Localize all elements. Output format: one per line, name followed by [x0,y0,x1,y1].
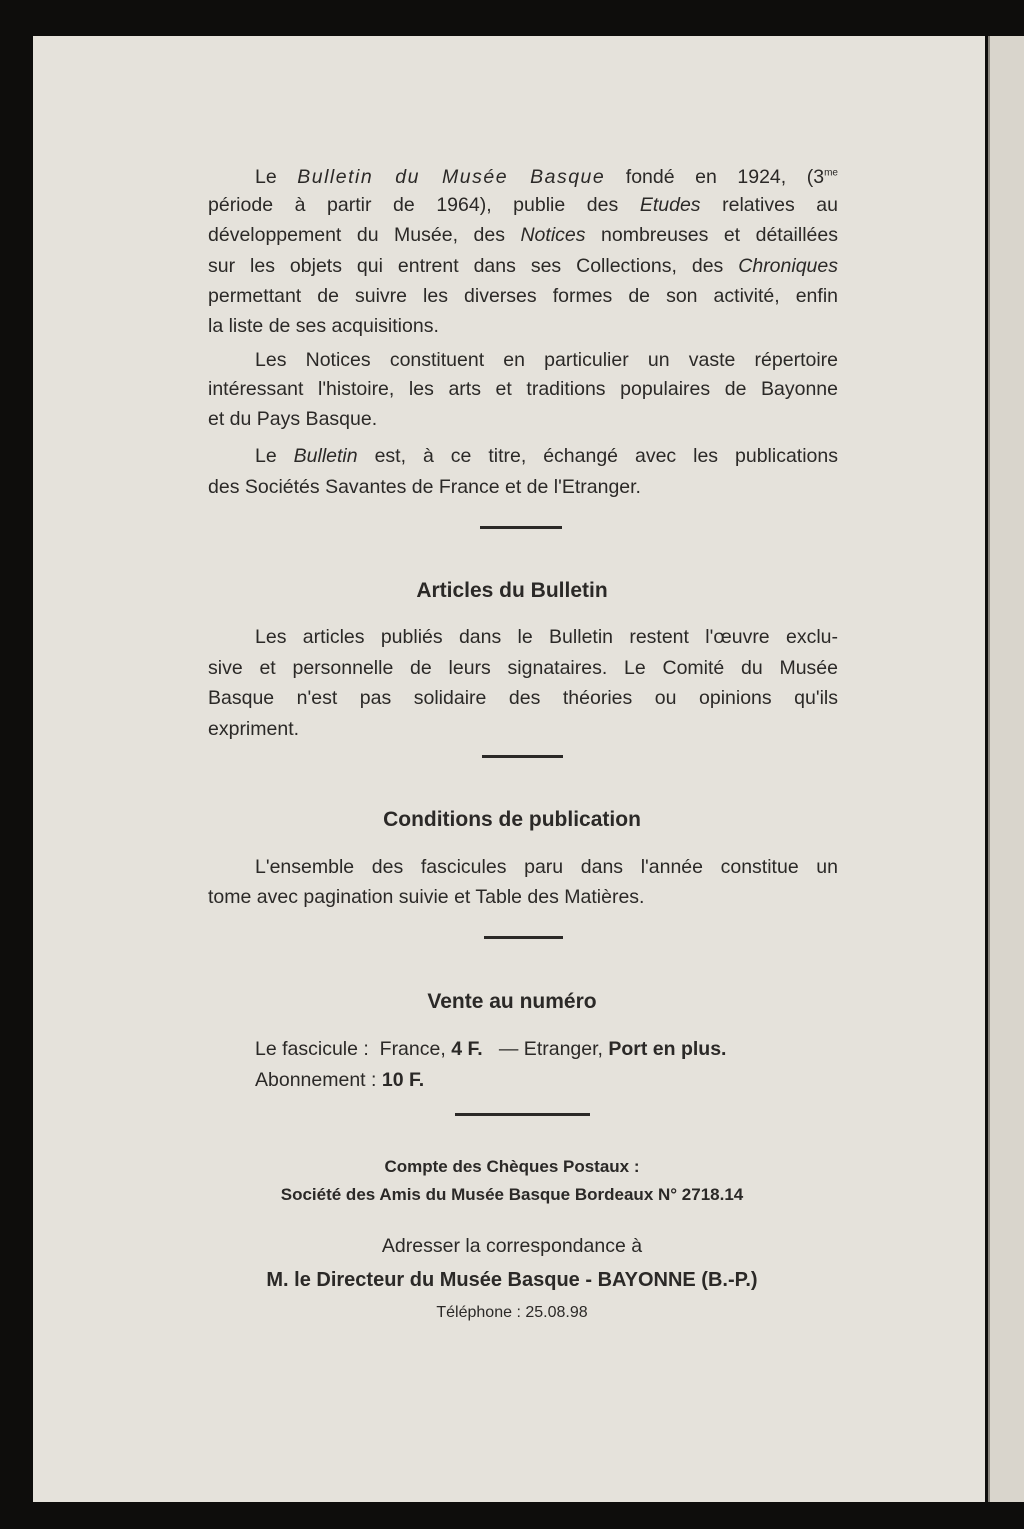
vente-heading: Vente au numéro [427,990,597,1013]
intro-line: intéressant l'histoire, les arts et traditions populaires de Bayonne [208,378,838,400]
divider [480,526,562,529]
articles-line: Basque n'est pas solidaire des théories ou opinions qu'ils [208,687,838,709]
intro-line: période à partir de 1964), publie des Etudes relatives au [208,194,838,216]
directeur-address: M. le Directeur du Musée Basque - BAYONNE (B.-P.) [266,1269,758,1291]
intro-line: des Sociétés Savantes de France et de l'Etranger. [208,476,641,498]
conditions-heading: Conditions de publication [383,808,641,831]
intro-line: la liste de ses acquisitions. [208,315,439,337]
intro-line: Le Bulletin est, à ce titre, échangé avec les publications [255,445,839,467]
adresser-label: Adresser la correspondance à [381,1235,643,1257]
intro-line: et du Pays Basque. [208,408,378,430]
abonnement-line: Abonnement : 10 F. [255,1069,425,1091]
articles-line: expriment. [208,718,300,740]
articles-line: Les articles publiés dans le Bulletin restent l'œuvre exclu- [255,626,838,648]
intro-line: développement du Musée, des Notices nombreuses et détaillées [208,224,838,246]
intro-line: Les Notices constituent en particulier un vaste répertoire [255,349,838,371]
divider [482,755,563,758]
divider [455,1113,590,1116]
conditions-line: L'ensemble des fascicules paru dans l'année constitue un [255,856,838,878]
divider [484,936,563,939]
articles-heading: Articles du Bulletin [416,579,608,602]
conditions-line: tome avec pagination suivie et Table des Matières. [208,886,645,908]
articles-line: sive et personnelle de leurs signataires. Le Comité du Musée [208,657,838,679]
intro-line: sur les objets qui entrent dans ses Collections, des Chroniques [208,255,838,277]
intro-line: permettant de suivre les diverses formes de son activité, enfin [208,285,838,307]
compte-label: Compte des Chèques Postaux : [384,1157,640,1176]
societe-account: Société des Amis du Musée Basque Bordeaux N° 2718.14 [280,1185,744,1204]
telephone: Téléphone : 25.08.98 [436,1304,588,1321]
fascicule-line: Le fascicule : France, 4 F. — Etranger, Port en plus. [255,1038,727,1060]
intro-line: Le Bulletin du Musée Basque fondé en 1924, ($3^{me}$ [255,166,838,188]
